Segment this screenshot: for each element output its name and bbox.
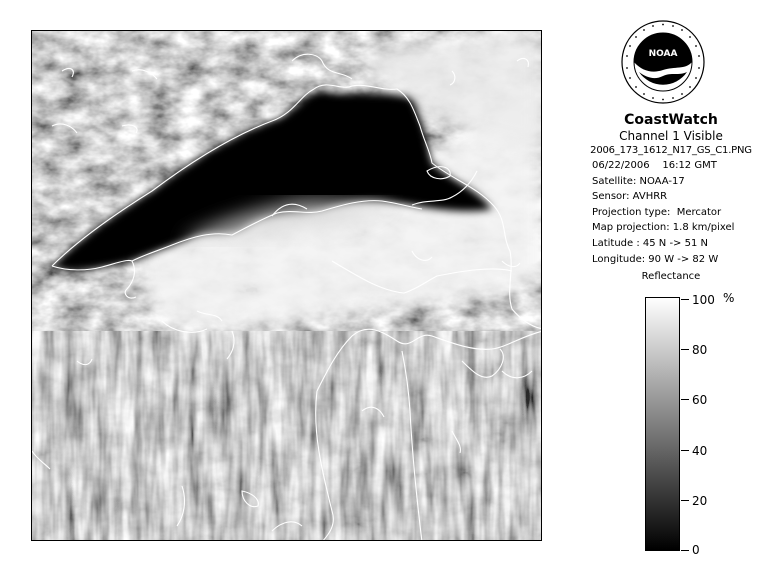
filename-label: 2006_173_1612_N17_GS_C1.PNG <box>590 145 752 156</box>
satellite-label: Satellite: NOAA-17 <box>592 175 685 187</box>
satellite-image <box>31 30 542 541</box>
scale-tick-label: 80 <box>692 343 708 357</box>
info-panel <box>560 112 782 283</box>
scale-tick-label: 20 <box>692 494 708 508</box>
channel-label: Channel 1 Visible <box>619 129 723 143</box>
map-projection-label: Map projection: 1.8 km/pixel <box>592 222 735 234</box>
logo-text: NOAA <box>648 49 678 59</box>
reflectance-scale-bar <box>645 297 680 551</box>
sensor-label: Sensor: AVHRR <box>592 191 668 203</box>
scale-tick <box>681 299 689 300</box>
latitude-label: Latitude : 45 N -> 51 N <box>592 237 708 249</box>
scale-tick-label: 60 <box>692 393 708 407</box>
scale-tick-label: 0 <box>692 543 700 557</box>
scale-unit: % <box>723 291 735 305</box>
projection-type-label: Projection type: Mercator <box>592 206 722 218</box>
scale-tick <box>681 349 689 350</box>
scale-tick-label: 100 <box>692 293 715 307</box>
cloud-streaks <box>32 331 542 541</box>
scale-tick <box>681 399 689 400</box>
metadata-list <box>592 158 782 267</box>
scale-tick <box>681 450 689 451</box>
scale-tick <box>681 500 689 501</box>
longitude-label: Longitude: 90 W -> 82 W <box>592 253 719 265</box>
scale-title: Reflectance <box>641 271 701 283</box>
scale-tick-label: 40 <box>692 444 708 458</box>
scale-tick <box>681 550 689 551</box>
noaa-logo-icon <box>621 20 705 104</box>
brand-title: CoastWatch <box>624 112 718 128</box>
datetime-label: 06/22/2006 16:12 GMT <box>592 160 717 171</box>
